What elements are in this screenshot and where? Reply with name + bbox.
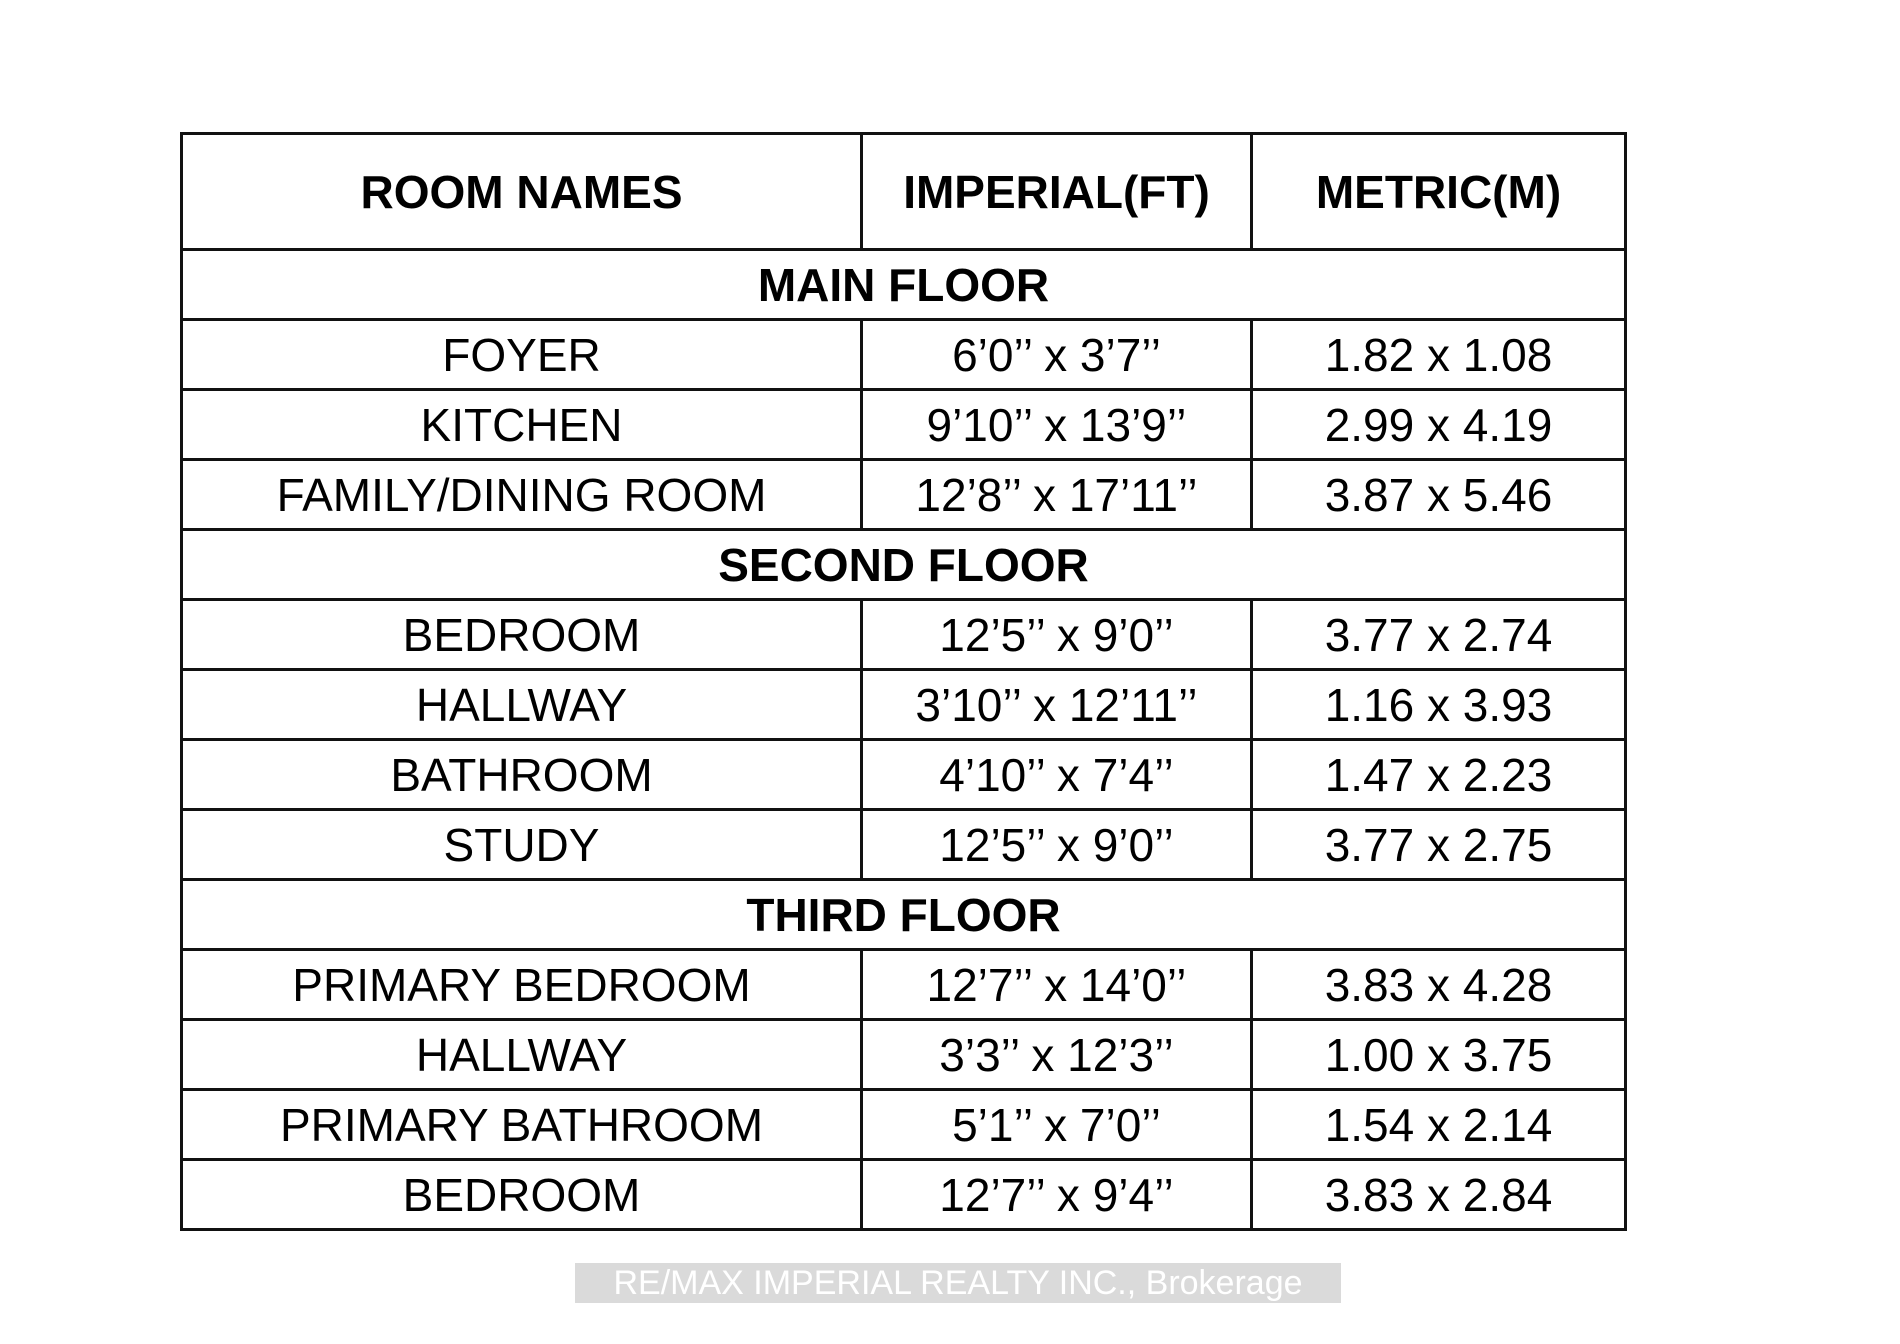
table-row bbox=[182, 1020, 1626, 1090]
metric-cell: 3.77 x 2.74 bbox=[1252, 600, 1626, 670]
imperial-cell: 12’7’’ x 9’4’’ bbox=[862, 1160, 1252, 1230]
room-name-cell: HALLWAY bbox=[182, 670, 862, 740]
section-title: MAIN FLOOR bbox=[182, 250, 1626, 320]
metric-cell: 3.83 x 4.28 bbox=[1252, 950, 1626, 1020]
table-row bbox=[182, 740, 1626, 810]
imperial-cell: 5’1’’ x 7’0’’ bbox=[862, 1090, 1252, 1160]
metric-cell: 1.82 x 1.08 bbox=[1252, 320, 1626, 390]
imperial-cell: 12’5’’ x 9’0’’ bbox=[862, 600, 1252, 670]
room-name-cell: PRIMARY BEDROOM bbox=[182, 950, 862, 1020]
section-title: SECOND FLOOR bbox=[182, 530, 1626, 600]
header-room-names: ROOM NAMES bbox=[182, 134, 862, 250]
section-title: THIRD FLOOR bbox=[182, 880, 1626, 950]
room-name-cell: HALLWAY bbox=[182, 1020, 862, 1090]
section-row-main-floor bbox=[182, 250, 1626, 320]
room-name-cell: BATHROOM bbox=[182, 740, 862, 810]
brokerage-watermark: RE/MAX IMPERIAL REALTY INC., Brokerage bbox=[575, 1263, 1341, 1303]
table-row bbox=[182, 1160, 1626, 1230]
section-row-second-floor bbox=[182, 530, 1626, 600]
metric-cell: 3.87 x 5.46 bbox=[1252, 460, 1626, 530]
room-name-cell: FAMILY/DINING ROOM bbox=[182, 460, 862, 530]
metric-cell: 3.77 x 2.75 bbox=[1252, 810, 1626, 880]
section-row-third-floor bbox=[182, 880, 1626, 950]
table-row bbox=[182, 810, 1626, 880]
room-dimensions-table bbox=[180, 132, 1627, 1231]
table-row bbox=[182, 320, 1626, 390]
imperial-cell: 3’10’’ x 12’11’’ bbox=[862, 670, 1252, 740]
imperial-cell: 9’10’’ x 13’9’’ bbox=[862, 390, 1252, 460]
metric-cell: 3.83 x 2.84 bbox=[1252, 1160, 1626, 1230]
table-row bbox=[182, 1090, 1626, 1160]
imperial-cell: 12’7’’ x 14’0’’ bbox=[862, 950, 1252, 1020]
metric-cell: 2.99 x 4.19 bbox=[1252, 390, 1626, 460]
table-row bbox=[182, 670, 1626, 740]
table-header-row bbox=[182, 134, 1626, 250]
room-name-cell: BEDROOM bbox=[182, 1160, 862, 1230]
imperial-cell: 12’8’’ x 17’11’’ bbox=[862, 460, 1252, 530]
room-name-cell: BEDROOM bbox=[182, 600, 862, 670]
imperial-cell: 4’10’’ x 7’4’’ bbox=[862, 740, 1252, 810]
table-row bbox=[182, 600, 1626, 670]
header-metric: METRIC(M) bbox=[1252, 134, 1626, 250]
table-row bbox=[182, 390, 1626, 460]
table-row bbox=[182, 950, 1626, 1020]
imperial-cell: 6’0’’ x 3’7’’ bbox=[862, 320, 1252, 390]
metric-cell: 1.00 x 3.75 bbox=[1252, 1020, 1626, 1090]
metric-cell: 1.47 x 2.23 bbox=[1252, 740, 1626, 810]
room-name-cell: STUDY bbox=[182, 810, 862, 880]
table-row bbox=[182, 460, 1626, 530]
metric-cell: 1.16 x 3.93 bbox=[1252, 670, 1626, 740]
header-imperial: IMPERIAL(FT) bbox=[862, 134, 1252, 250]
imperial-cell: 3’3’’ x 12’3’’ bbox=[862, 1020, 1252, 1090]
metric-cell: 1.54 x 2.14 bbox=[1252, 1090, 1626, 1160]
room-name-cell: FOYER bbox=[182, 320, 862, 390]
room-name-cell: KITCHEN bbox=[182, 390, 862, 460]
room-name-cell: PRIMARY BATHROOM bbox=[182, 1090, 862, 1160]
imperial-cell: 12’5’’ x 9’0’’ bbox=[862, 810, 1252, 880]
